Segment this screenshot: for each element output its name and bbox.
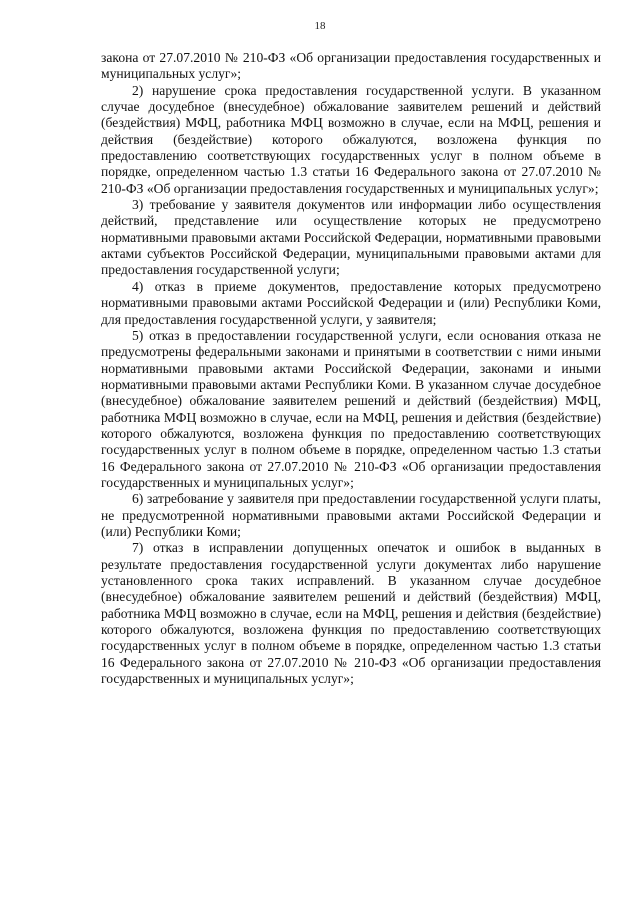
paragraph-item-4: 4) отказ в приеме документов, предоставление которых предусмотрено нормативными правовыми актами Российской Федерации и (или) Республики Коми, для предоставления государственной услуги, у заявителя; [101, 278, 601, 327]
paragraph-item-3: 3) требование у заявителя документов или информации либо осуществления действий, представление или осуществление которых не предусмотрено нормативными правовыми актами Российской Федерации, нормативными правовыми актами субъектов Российской Федерации, муниципальными правовыми актами для предоставления государственной услуги; [101, 197, 601, 278]
paragraph-item-7: 7) отказ в исправлении допущенных опечаток и ошибок в выданных в результате предоставления государственной услуги документах либо нарушение установленного срока таких исправлений. В указанном случае досудебное (внесудебное) обжалование заявителем решений и действий (бездействия) МФЦ, работника МФЦ возможно в случае, если на МФЦ, решения и действия (бездействие) которого обжалуются, возложена функция по предоставлению соответствующих государственных услуг в полном объеме в порядке, определенном частью 1.3 статьи 16 Федерального закона от 27.07.2010 № 210-ФЗ «Об организации предоставления государственных и муниципальных услуг»; [101, 540, 601, 687]
paragraph-item-6: 6) затребование у заявителя при предоставлении государственной услуги платы, не предусмотренной нормативными правовыми актами Российской Федерации и (или) Республики Коми; [101, 491, 601, 539]
paragraph-continuation: закона от 27.07.2010 № 210-ФЗ «Об организации предоставления государственных и муниципальных услуг»; [101, 50, 601, 82]
document-body [101, 50, 601, 687]
paragraph-item-5: 5) отказ в предоставлении государственной услуги, если основания отказа не предусмотрены федеральными законами и принятыми в соответствии с ними иными нормативными правовыми актами Российской Федерации, законами и иными нормативными правовыми актами Республики Коми. В указанном случае досудебное (внесудебное) обжалование заявителем решений и действий (бездействия) МФЦ, работника МФЦ возможно в случае, если на МФЦ, решения и действия (бездействие) которого обжалуются, возложена функция по предоставлению соответствующих государственных услуг в полном объеме в порядке, определенном частью 1.3 статьи 16 Федерального закона от 27.07.2010 № 210-ФЗ «Об организации предоставления государственных и муниципальных услуг»; [101, 327, 601, 490]
paragraph-item-2: 2) нарушение срока предоставления государственной услуги. В указанном случае досудебное (внесудебное) обжалование заявителем решений и действий (бездействия) МФЦ, работника МФЦ возможно в случае, если на МФЦ, решения и действия (бездействие) которого обжалуются, возложена функция по предоставлению соответствующих государственных услуг в полном объеме в порядке, определенном частью 1.3 статьи 16 Федерального закона от 27.07.2010 № 210-ФЗ «Об организации предоставления государственных и муниципальных услуг»; [101, 82, 601, 196]
page-number: 18 [314, 20, 326, 32]
